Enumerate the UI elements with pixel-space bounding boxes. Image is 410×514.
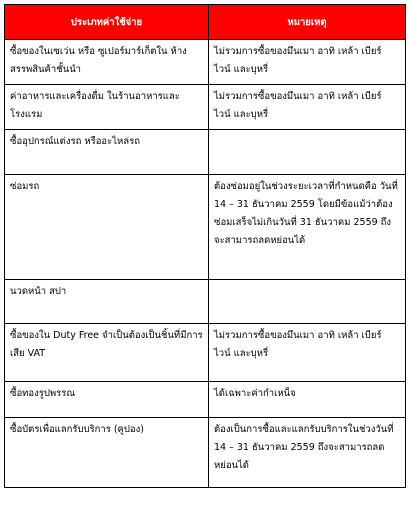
table-row xyxy=(5,85,406,130)
header-note: หมายเหตุ xyxy=(209,5,406,40)
expense-cell: ซ่อมรถ xyxy=(5,175,209,280)
note-cell: ไม่รวมการซื้อของมึนเมา อาทิ เหล้า เบียร์ ไวน์ และบุหรี่ xyxy=(209,85,406,130)
table-row xyxy=(5,40,406,85)
note-cell: ต้องซ่อมอยู่ในช่วงระยะเวลาที่กำหนดคือ วันที่ 14 – 31 ธันวาคม 2559 โดยมีข้อแม้ว่าต้องซ่อมเสร็จไม่เกินวันที่ 31 ธันวาคม 2559 ถึงจะสามารถลดหย่อนได้ xyxy=(209,175,406,280)
table-header-row xyxy=(5,5,406,40)
table-row xyxy=(5,418,406,488)
table-row xyxy=(5,382,406,418)
expense-cell: ซื้อของในเซเว่น หรือ ซูเปอร์มาร์เก็ตใน ห้างสรรพสินค้าชั้นนำ xyxy=(5,40,209,85)
note-cell: ต้องเป็นการซื้อและแลกรับบริการในช่วงวันที่ 14 – 31 ธันวาคม 2559 ถึงจะสามารถลดหย่อนได้ xyxy=(209,418,406,488)
expense-cell: ซื้อทองรูปพรรณ xyxy=(5,382,209,418)
expense-cell: ค่าอาหารและเครื่องดื่ม ในร้านอาหารและโรงแรม xyxy=(5,85,209,130)
expense-table xyxy=(4,4,406,488)
expense-cell: ซื้อของใน Duty Free จำเป็นต้องเป็นชิ้นที่มีการเสีย VAT xyxy=(5,324,209,382)
expense-cell: ซื้ออุปกรณ์แต่งรถ หรืออะไหล่รถ xyxy=(5,130,209,175)
note-cell: ได้เฉพาะค่ากำเหน็จ xyxy=(209,382,406,418)
expense-table-container xyxy=(4,4,405,488)
note-cell: ไม่รวมการซื้อของมึนเมา อาทิ เหล้า เบียร์ ไวน์ และบุหรี่ xyxy=(209,324,406,382)
note-cell xyxy=(209,130,406,175)
note-cell xyxy=(209,280,406,324)
header-expense-type: ประเภทค่าใช้จ่าย xyxy=(5,5,209,40)
table-row xyxy=(5,280,406,324)
table-row xyxy=(5,324,406,382)
table-row xyxy=(5,130,406,175)
table-row xyxy=(5,175,406,280)
expense-cell: ซื้อบัตรเพื่อแลกรับบริการ (คูปอง) xyxy=(5,418,209,488)
expense-cell: นวดหน้า สปา xyxy=(5,280,209,324)
note-cell: ไม่รวมการซื้อของมึนเมา อาทิ เหล้า เบียร์ ไวน์ และบุหรี่ xyxy=(209,40,406,85)
